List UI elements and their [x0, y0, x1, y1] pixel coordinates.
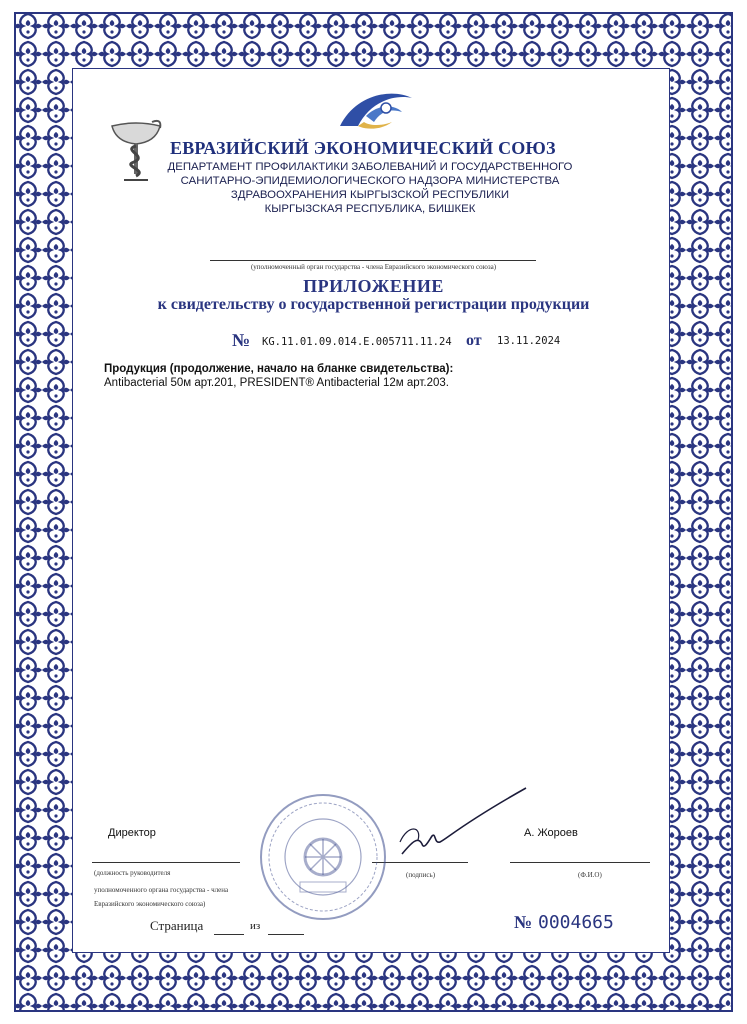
signatory-position: Директор: [108, 827, 156, 839]
product-text: Antibacterial 50м арт.201, PRESIDENT® Antibacterial 12м арт.203.: [104, 377, 450, 389]
certificate-date: 13.11.2024: [497, 335, 561, 347]
department-line-2: САНИТАРНО-ЭПИДЕМИОЛОГИЧЕСКОГО НАДЗОРА МИНИСТЕРСТВА: [180, 175, 560, 187]
eaeu-logo-icon: [336, 86, 416, 134]
authority-divider: [210, 260, 536, 261]
name-note: (Ф.И.О): [578, 871, 602, 879]
certificate-number: KG.11.01.09.014.E.005711.11.24: [262, 336, 452, 348]
handwritten-signature-icon: [392, 784, 532, 864]
serial-label: №: [514, 912, 533, 932]
of-label: из: [250, 920, 261, 932]
position-note-3: Евразийского экономического союза): [94, 900, 206, 908]
annex-title: ПРИЛОЖЕНИЕ: [303, 276, 444, 296]
authority-note: (уполномоченный орган государства - члена Евразийского экономического союза): [250, 263, 497, 271]
official-stamp-icon: [256, 790, 390, 924]
number-label: №: [232, 330, 251, 350]
position-line: [92, 862, 240, 863]
serial-number: 0004665: [538, 912, 614, 933]
union-title: ЕВРАЗИЙСКИЙ ЭКОНОМИЧЕСКИЙ СОЮЗ: [170, 138, 556, 158]
position-note-2: уполномоченного органа государства - члена: [94, 886, 229, 894]
signatory-name: А. Жороев: [524, 827, 578, 839]
page-number-line: [214, 934, 244, 935]
department-line-3: ЗДРАВООХРАНЕНИЯ КЫРГЫЗСКОЙ РЕСПУБЛИКИ: [230, 189, 510, 201]
product-heading: Продукция (продолжение, начало на бланке свидетельства):: [104, 363, 454, 375]
position-note-1: (должность руководителя: [94, 869, 171, 877]
page-total-line: [268, 934, 304, 935]
annex-subtitle: к свидетельству о государственной регистрации продукции: [157, 296, 590, 313]
signature-note: (подпись): [406, 871, 436, 879]
department-line-4: КЫРГЫЗСКАЯ РЕСПУБЛИКА, БИШКЕК: [264, 203, 476, 215]
page-label: Страница: [150, 918, 204, 933]
date-label: от: [466, 332, 482, 349]
department-line-1: ДЕПАРТАМЕНТ ПРОФИЛАКТИКИ ЗАБОЛЕВАНИЙ И ГОСУДАРСТВЕННОГО: [167, 161, 573, 173]
